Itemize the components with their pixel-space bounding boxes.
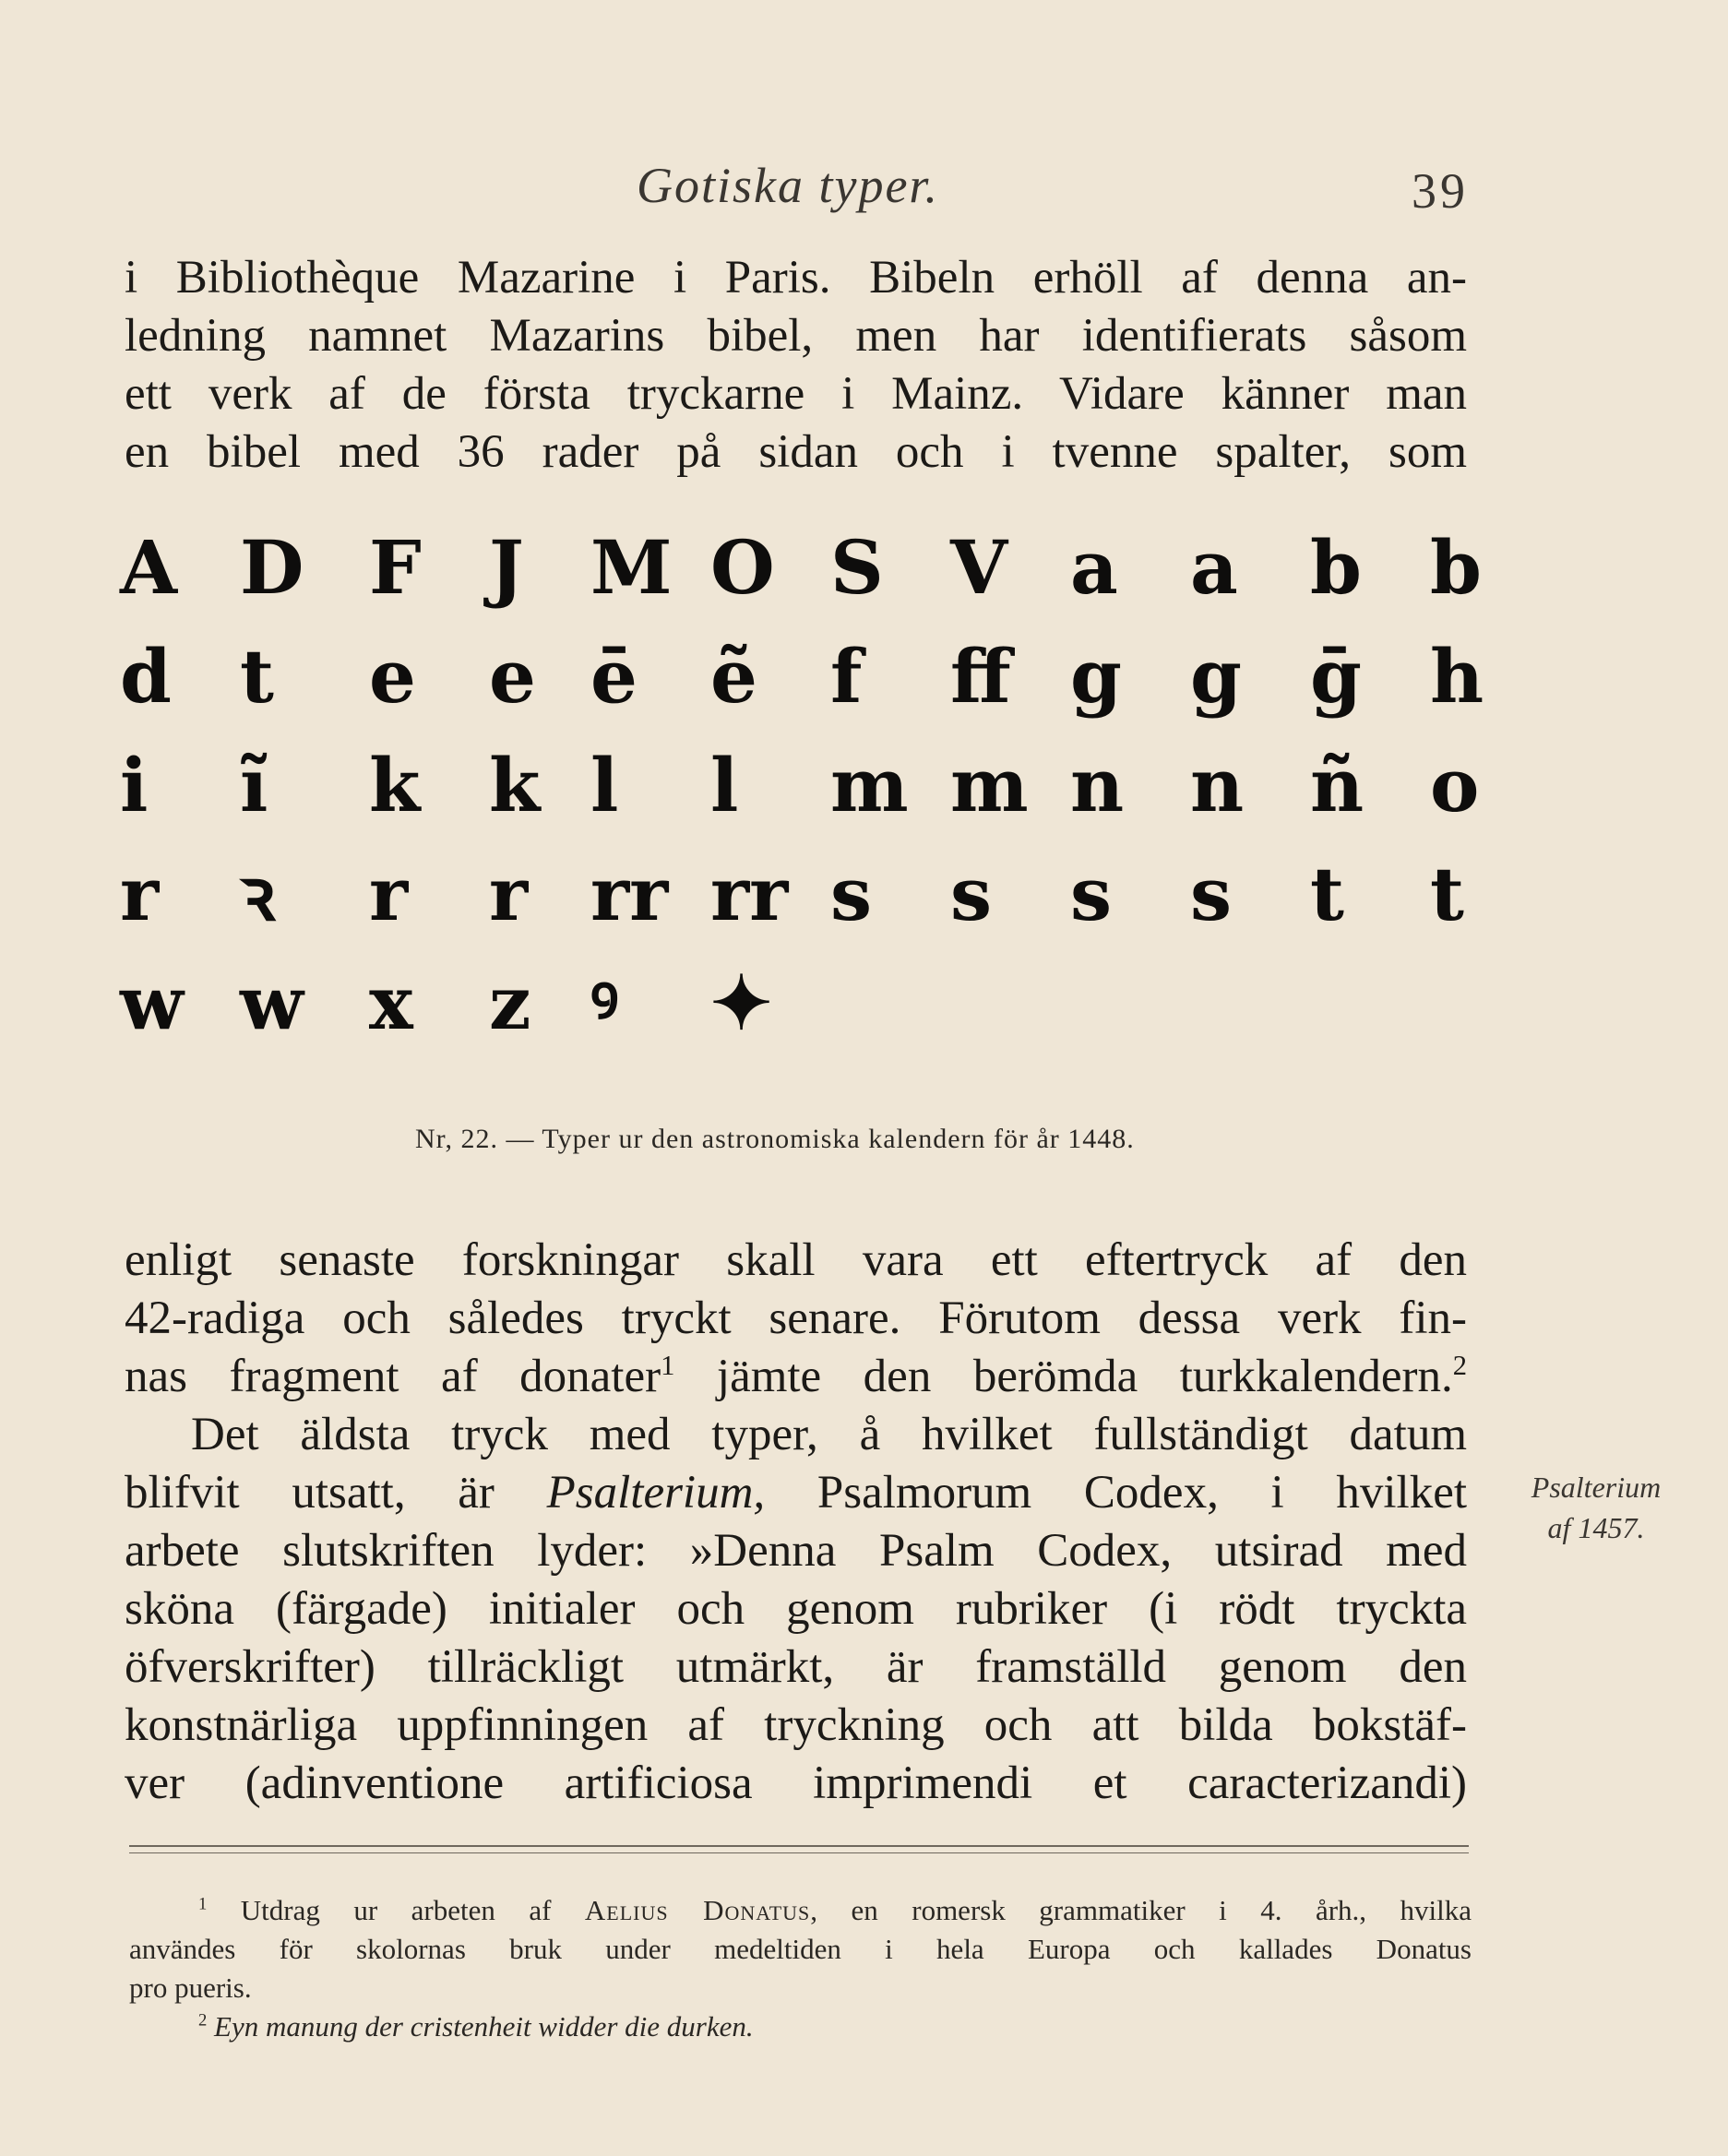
specimen-glyph: ĩ <box>240 742 268 828</box>
specimen-glyph: n <box>1190 742 1245 828</box>
specimen-glyph: F <box>369 524 422 611</box>
specimen-glyph: ñ <box>1310 742 1365 828</box>
specimen-glyph: s <box>830 851 873 937</box>
footnote-rule <box>129 1852 1469 1853</box>
specimen-glyph: k <box>369 742 421 828</box>
specimen-glyph: w <box>120 959 184 1046</box>
specimen-glyph: w <box>240 959 304 1046</box>
specimen-row <box>120 744 1504 852</box>
specimen-row <box>120 852 1504 961</box>
footnote-rule <box>129 1845 1469 1847</box>
text-line: konstnärliga uppfinningen af tryckning och att bilda bokstäf- <box>125 1699 1467 1751</box>
specimen-glyph: e <box>369 633 416 720</box>
footnote-text: Eyn manung der cristenheit widder die durken. <box>214 2010 754 2043</box>
specimen-glyph: ff <box>950 633 1011 720</box>
text-line: arbete slutskriften lyder: »Denna Psalm Codex, utsirad med <box>125 1525 1467 1577</box>
specimen-glyph: b <box>1310 524 1362 611</box>
specimen-glyph: t <box>240 633 274 720</box>
footnote-marker: 1 <box>198 1894 208 1914</box>
specimen-row <box>120 635 1504 744</box>
text-line <box>125 1348 1467 1406</box>
text-line: Det äldsta tryck med typer, å hvilket fullständigt datum <box>191 1409 1467 1460</box>
text-segment: Psalmorum Codex, i hvilket <box>816 1467 1468 1519</box>
running-title: Gotiska typer. <box>637 158 939 213</box>
specimen-glyph: g <box>1070 633 1122 720</box>
specimen-glyph: S <box>830 524 884 611</box>
footnote-ref-2[interactable]: 2 <box>1452 1350 1468 1381</box>
text-line: ver (adinventione artificiosa imprimendi et caracterizandi) <box>125 1757 1467 1809</box>
specimen-glyph: l <box>590 742 619 828</box>
specimen-glyph: ḡ <box>1310 633 1362 720</box>
top-paragraph <box>125 249 1467 482</box>
type-specimen-figure <box>120 526 1504 1070</box>
text-line: 42-radiga och således tryckt senare. Förutom dessa verk fin- <box>125 1292 1467 1344</box>
specimen-glyph: e <box>489 633 536 720</box>
specimen-glyph: s <box>950 851 993 937</box>
footnote-1 <box>129 1891 1472 1930</box>
specimen-glyph: f <box>830 633 863 720</box>
italic-title: Psalterium, <box>546 1467 766 1519</box>
specimen-glyph: g <box>1190 633 1242 720</box>
footnote-line: användes för skolornas bruk under medeltiden i hela Europa och kallades Donatus <box>129 1933 1472 1965</box>
specimen-glyph: r <box>120 851 160 937</box>
specimen-glyph: d <box>120 633 172 720</box>
specimen-glyph: n <box>1070 742 1125 828</box>
specimen-glyph: x <box>369 959 413 1046</box>
text-line: en bibel med 36 rader på sidan och i tvenne spalter, som <box>125 426 1467 478</box>
footnote-text: Utdrag ur arbeten af <box>240 1894 552 1926</box>
specimen-glyph: D <box>240 524 304 611</box>
specimen-glyph: V <box>950 524 1008 611</box>
specimen-glyph: m <box>950 742 1029 828</box>
footnote-line: pro pueris. <box>129 1971 252 2004</box>
running-head <box>0 157 1728 221</box>
specimen-glyph: s <box>1190 851 1233 937</box>
specimen-glyph: r <box>369 851 409 937</box>
specimen-glyph: ✦ <box>710 959 773 1046</box>
text-line <box>125 1464 1467 1522</box>
text-line: enligt senaste forskningar skall vara ett eftertryck af den <box>125 1234 1467 1286</box>
specimen-glyph: t <box>1310 851 1344 937</box>
specimen-glyph: a <box>1190 524 1238 611</box>
footnote-ref-1[interactable]: 1 <box>661 1350 675 1381</box>
footnote-marker: 2 <box>198 2010 208 2031</box>
bottom-paragraph <box>125 1232 1467 1813</box>
specimen-glyph: M <box>590 524 673 611</box>
specimen-glyph: t <box>1430 851 1464 937</box>
text-line: sköna (färgade) initialer och genom rubriker (i rödt tryckta <box>125 1583 1467 1635</box>
specimen-glyph: o <box>1430 742 1480 828</box>
specimen-glyph: m <box>830 742 909 828</box>
text-line: i Bibliothèque Mazarine i Paris. Bibeln erhöll af denna an- <box>125 252 1467 304</box>
specimen-row <box>120 526 1504 635</box>
page-number: 39 <box>1412 163 1469 219</box>
text-segment: jämte den berömda turkkalendern. <box>716 1351 1453 1402</box>
text-line: ledning namnet Mazarins bibel, men har identifierats såsom <box>125 310 1467 362</box>
specimen-glyph: r <box>489 851 529 937</box>
footnote-2 <box>129 2007 1472 2046</box>
specimen-glyph: a <box>1070 524 1118 611</box>
specimen-glyph: ꝰ <box>590 959 619 1046</box>
specimen-glyph: rr <box>710 851 789 937</box>
specimen-glyph: s <box>1070 851 1113 937</box>
specimen-glyph: rr <box>590 851 669 937</box>
specimen-glyph: ē <box>590 633 638 720</box>
specimen-glyph: ꝛ <box>240 851 275 937</box>
specimen-glyph: ẽ <box>710 633 757 720</box>
specimen-glyph: l <box>710 742 739 828</box>
text-segment: blifvit utsatt, är <box>125 1467 495 1519</box>
text-line: ett verk af de första tryckarne i Mainz. Vidare känner man <box>125 368 1467 420</box>
specimen-glyph: J <box>489 524 524 611</box>
specimen-glyph: O <box>710 524 775 611</box>
specimen-glyph: z <box>489 959 531 1046</box>
margin-note <box>1504 1467 1688 1548</box>
author-name: Aelius Donatus <box>584 1894 811 1926</box>
specimen-glyph: h <box>1430 633 1484 720</box>
footnotes <box>129 1891 1472 2046</box>
specimen-glyph: k <box>489 742 541 828</box>
text-line: öfverskrifter) tillräckligt utmärkt, är framställd genom den <box>125 1641 1467 1693</box>
specimen-row <box>120 961 1504 1070</box>
margin-note-line: af 1457. <box>1547 1511 1645 1544</box>
specimen-glyph: b <box>1430 524 1482 611</box>
figure-caption: Nr, 22. — Typer ur den astronomiska kalendern för år 1448. <box>415 1124 1135 1154</box>
specimen-glyph: A <box>120 524 178 611</box>
footnote-text: , en romersk grammatiker i 4. årh., hvilka <box>810 1894 1472 1926</box>
margin-note-line: Psalterium <box>1531 1471 1662 1504</box>
specimen-glyph: i <box>120 742 149 828</box>
text-segment: nas fragment af donater <box>125 1351 661 1402</box>
